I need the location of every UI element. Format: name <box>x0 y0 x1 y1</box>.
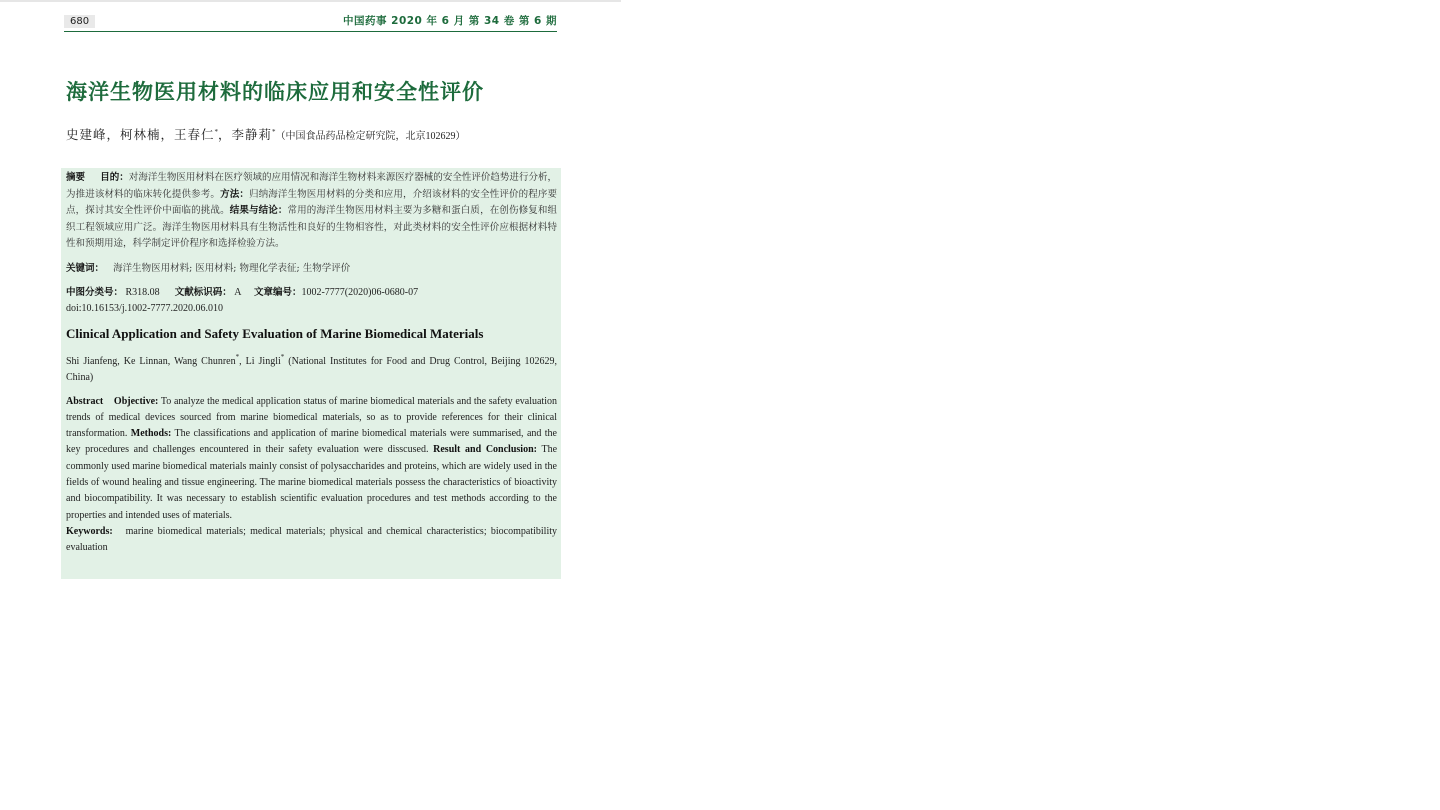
keywords-cn <box>66 261 557 277</box>
authors-en-sep: , <box>239 355 246 367</box>
authors-cn <box>66 125 466 143</box>
keywords-en-value: marine biomedical materials; medical materials; physical and chemical characteristics; biocompatibility evaluation <box>66 525 558 554</box>
authors-cn-last: 李静莉 <box>231 127 273 142</box>
methods-en-label: Methods: <box>130 428 172 440</box>
result-en-label: Result and Conclusion: <box>433 444 537 456</box>
page-number: 680 <box>64 15 95 28</box>
doc-code-value: A <box>234 286 242 298</box>
result-cn-label: 结果与结论： <box>229 205 288 216</box>
abstract-cn <box>66 170 557 253</box>
authors-en-last: Li Jingli <box>245 355 281 367</box>
result-cn: 常用的海洋生物医用材料主要为多糖和蛋白质，在创伤修复和组织工程领域应用广泛。海洋生物医用材料具有生物活性和良好的生物相容性，对此类材料的安全性评价应根据材料特性和预期用途，科学制定评价程序和选择检验方法。 <box>66 205 557 249</box>
title-cn: 海洋生物医用材料的临床应用和安全性评价 <box>66 80 484 104</box>
journal-line: 中国药事 2020 年 6 月 第 34 卷 第 6 期 <box>342 15 557 27</box>
objective-en: To analyze the medical application status of marine biomedical materials and the safety evaluation trends of medical devices sourced from marine biomedical materials, so as to provide references for their clinical transformation. <box>66 395 557 440</box>
objective-en-label: Objective: <box>113 395 159 407</box>
doi: doi:10.16153/j.1002-7777.2020.06.010 <box>66 302 223 314</box>
result-en: The commonly used marine biomedical materials mainly consist of polysaccharides and proteins, which are widely used in the fields of wound healing and tissue engineering. The marine biomedical materials possess the characteristics of bioactivity and biocompatibility. It was necessary to establish scientific evaluation procedures and test methods according to the properties and intended uses of materials. <box>66 444 558 521</box>
abstract-en-label: Abstract <box>66 395 104 407</box>
keywords-en-label: Keywords: <box>66 525 113 537</box>
affiliation-en: (National Institutes for Food and Drug Control, Beijing 102629, China) <box>66 355 557 383</box>
keywords-cn-value: 海洋生物医用材料; 医用材料; 物理化学表征; 生物学评价 <box>113 262 351 274</box>
objective-cn-label: 目的： <box>100 172 129 183</box>
methods-cn-label: 方法： <box>220 188 249 200</box>
objective-cn: 对海洋生物医用材料在医疗领域的应用情况和海洋生物材料来源医疗器械的安全性评价趋势进行分析，为推进该材料的临床转化提供参考。 <box>66 172 557 200</box>
authors-cn-sep: ， <box>218 127 232 142</box>
authors-en <box>66 349 557 386</box>
paper-page <box>0 0 621 810</box>
authors-cn-names: 史建峰，柯林楠，王春仁 <box>66 127 215 142</box>
doc-code-label: 文献标识码： <box>174 286 232 298</box>
corresponding-mark: * <box>235 352 240 361</box>
page-header <box>64 12 557 32</box>
corresponding-mark: * <box>280 352 285 361</box>
methods-en: The classifications and application of marine biomedical materials were summarised, and the key procedures and challenges encountered in their safety evaluation were disscused. <box>66 428 557 456</box>
abstract-cn-label: 摘要 <box>66 172 86 183</box>
meta-line <box>66 285 557 301</box>
keywords-cn-label: 关键词： <box>66 262 105 274</box>
corresponding-mark: * <box>272 128 276 136</box>
clc-value: R318.08 <box>125 286 160 298</box>
abstract-en <box>66 394 557 524</box>
article-no-label: 文章编号： <box>253 286 302 298</box>
title-en: Clinical Application and Safety Evaluation of Marine Biomedical Materials <box>66 325 484 341</box>
article-meta <box>66 285 557 317</box>
corresponding-mark: * <box>214 128 219 136</box>
abstract-box <box>61 168 561 579</box>
keywords-en <box>66 524 557 557</box>
clc-label: 中图分类号： <box>66 286 124 298</box>
methods-cn: 归纳海洋生物医用材料的分类和应用，介绍该材料的安全性评价的程序要点，探讨其安全性评价中面临的挑战。 <box>66 188 557 216</box>
article-no-value: 1002-7777(2020)06-0680-07 <box>301 286 419 298</box>
authors-en-names: Shi Jianfeng, Ke Linnan, Wang Chunren <box>66 355 236 367</box>
affiliation-cn: （中国食品药品检定研究院，北京102629） <box>275 131 466 142</box>
